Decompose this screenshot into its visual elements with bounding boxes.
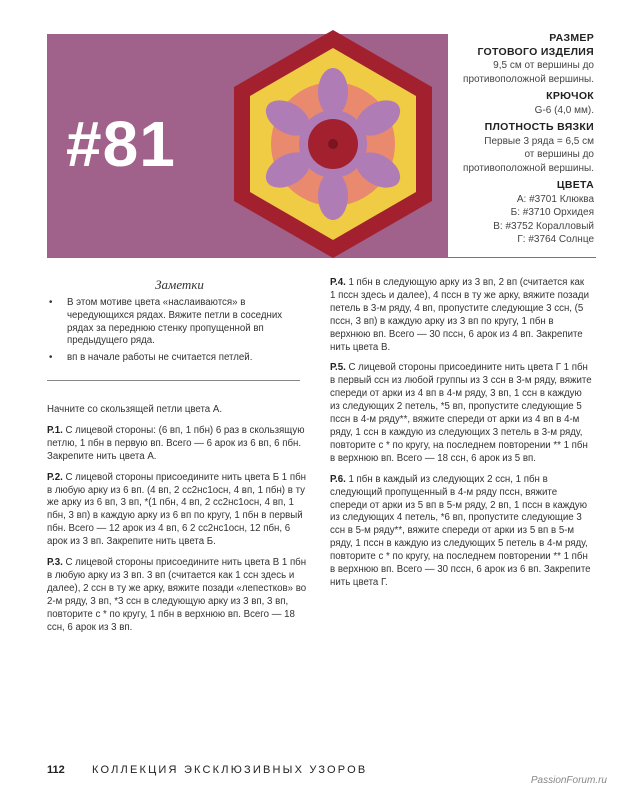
row-2-label: Р.2.	[47, 471, 63, 483]
specs-panel	[419, 32, 594, 247]
hook-value: G-6 (4,0 мм).	[534, 104, 594, 116]
book-title: КОЛЛЕКЦИЯ ЭКСКЛЮЗИВНЫХ УЗОРОВ	[92, 764, 368, 776]
row-6-text: 1 пбн в каждый из следующих 2 ссн, 1 пбн в следующий пропущенный в 4-м ряду пссн, вяжите спереди от арки из 5 вп в 5-м ряду, 2 вп, 1 пссн в каждую из следующих 4 петель, *6 вп, пропустите следующие 3 ссн в 5-м ряду**, вяжите спереди от арки из 5 вп в 5-м ряду, 1 пссн в каждую из следующих 5 петель в 4-м ряду, повторите с * по кругу, на последнем повторении ** 1 пбн в верхнюю вп. Всего — 30 пссн, 6 арок из 6 вп. Закрепите нить цвета Г.	[330, 473, 591, 588]
color-a: А: #3701 Клюква	[516, 193, 594, 205]
hook-heading: КРЮЧОК	[546, 90, 594, 102]
note-item	[47, 352, 307, 365]
instructions-column-1	[47, 404, 307, 643]
notes-divider	[47, 380, 300, 381]
note-text-2: вп в начале работы не считается петлей.	[67, 352, 253, 364]
size-line-1: 9,5 см от вершины до	[493, 60, 594, 71]
row-3-label: Р.3.	[47, 557, 63, 569]
row-2	[47, 472, 307, 549]
page-number: 112	[47, 764, 65, 776]
row-3	[47, 557, 307, 634]
row-4-label: Р.4.	[330, 277, 346, 288]
size-heading-2: ГОТОВОГО ИЗДЕЛИЯ	[477, 45, 594, 58]
row-5-label: Р.5.	[330, 362, 346, 374]
gauge-heading: ПЛОТНОСТЬ ВЯЗКИ	[484, 121, 594, 133]
size-line-2: противоположной вершины.	[463, 73, 594, 85]
gauge-line-3: противоположной вершины.	[463, 162, 594, 174]
row-4	[330, 277, 592, 354]
row-5-text: С лицевой стороны присоедините нить цвета Г 1 пбн в первый ссн из любой группы из 3 ссн в 3-м ряду, вяжите спереди от арки из 4 вп в 4-м ряду, 3 вп, 1 ссн в каждую из следующих 2 петель, *5 вп, пропустите следующие 5 пссн в 4-м ряду**, вяжите спереди от арки из 4 вп в 4-м ряду, 1 ссн в каждую из следующих 3 петель в 3-м ряду, повторите с * по кругу, на последнем повторении ** 1 пбн в верхнюю вп. Всего — 18 ссн, 6 арок из 5 вп.	[330, 362, 592, 464]
row-5	[330, 362, 592, 465]
motif-number: #81	[66, 108, 176, 180]
color-b: Б: #3710 Орхидея	[510, 207, 594, 218]
size-heading-1: РАЗМЕР	[549, 32, 594, 44]
bullet: •	[49, 297, 53, 308]
notes-title: Заметки	[155, 277, 204, 292]
row-1-label: Р.1.	[47, 424, 63, 436]
row-1-text: С лицевой стороны: (6 вп, 1 пбн) 6 раз в скользящую петлю, 1 пбн в первую вп. Всего — 6 арок из 6 вп, 6 пбн. Закрепите нить цвета А.	[47, 424, 305, 462]
notes-list	[47, 297, 307, 369]
center-hole	[328, 139, 338, 149]
bullet: •	[49, 352, 53, 364]
watermark: PassionForum.ru	[530, 775, 607, 786]
instructions-column-2	[330, 277, 592, 598]
intro-text: Начните со скользящей петли цвета А.	[47, 404, 223, 415]
colors-heading: ЦВЕТА	[556, 179, 594, 191]
color-c: В: #3752 Коралловый	[493, 220, 594, 232]
row-1	[47, 425, 307, 464]
row-6-label: Р.6.	[330, 473, 346, 485]
note-text-1: В этом мотиве цвета «наслаиваются» в чередующихся рядах. Вяжите петли в соседних рядах за переднюю стенку пропущенной вп предыдущего ряда.	[67, 297, 283, 347]
note-item	[47, 297, 307, 348]
row-3-text: С лицевой стороны присоедините нить цвета В 1 пбн в любую арку из 3 вп. 3 вп (считается как 1 ссн здесь и далее), 2 ссн в ту же арку, вяжите позади «лепестков» во 2-м ряду, 3 вп, *3 ссн в следующую арку из 3 вп, 3 вп, повторите с * по кругу, 1 пбн в верхнюю вп. Всего — 18 ссн, 6 арок из 3 вп.	[47, 557, 307, 633]
gauge-line-1: Первые 3 ряда = 6,5 см	[484, 135, 594, 147]
row-6	[330, 474, 592, 590]
row-4-text: 1 пбн в следующую арку из 3 вп, 2 вп (считается как 1 пссн здесь и далее), 4 пссн в ту же арку, вяжите позади петель в 3-м ряду, 4 вп, пропустите следующие 3 ссн, (5 пссн, 3 вп) в каждую арку из 3 вп по кругу, 1 пбн в верхнюю вп. Всего — 30 пссн, 6 арок из 4 вп. Закрепите нить цвета В.	[330, 277, 589, 353]
gauge-line-2: от вершины до	[524, 149, 594, 160]
row-2-text: С лицевой стороны присоедините нить цвета Б 1 пбн в любую арку из 6 вп. (4 вп, 2 сс2нс1осн, 4 вп, 1 пбн) в ту же арку из 6 вп, 3 вп, *(1 пбн, 4 вп, 2 сс2нс1осн, 4 вп, 1 пбн, 3 вп) в каждую арку из 6 вп по кругу, 1 пбн в первый пбн. Всего — 12 арок из 4 вп, 6 2 сс2нс1осн, 12 пбн, 6 арок из 3 вп. Закрепите нить цвета Б.	[47, 471, 306, 548]
color-d: Г: #3764 Солнце	[517, 234, 594, 245]
